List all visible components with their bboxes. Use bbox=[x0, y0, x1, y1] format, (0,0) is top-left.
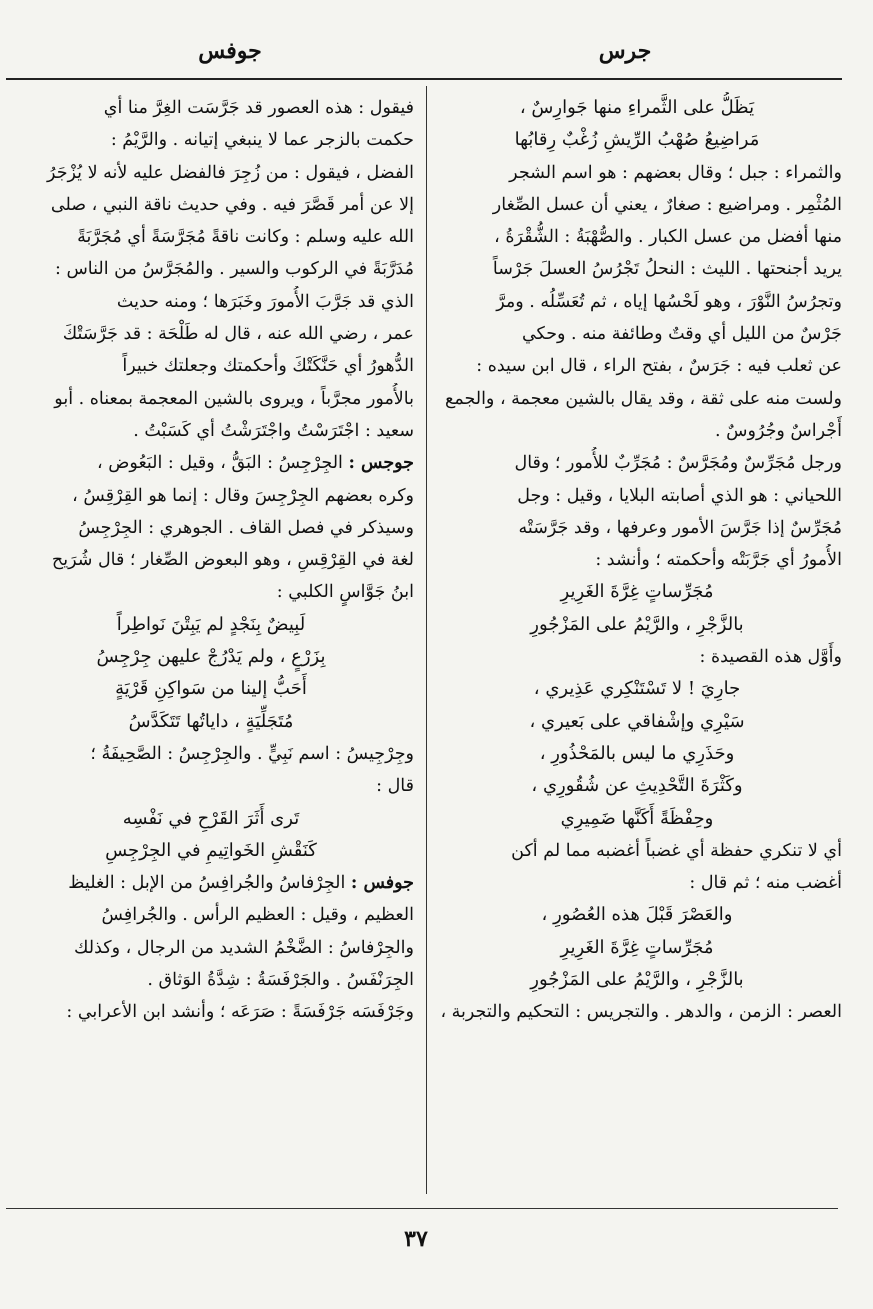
verse-line: أَحَبُّ إلينا من سَواكِنِ قَرْيَةٍ bbox=[115, 678, 307, 700]
header-rule bbox=[6, 78, 842, 80]
text-line: عن ثعلب فيه : جَرَسٌ ، بفتح الراء ، قال ابن سيده : bbox=[476, 356, 842, 377]
text-line: الفضل ، فيقول : من زُجِرَ فالفضل عليه لأنه لا يُزْجَرُ bbox=[47, 162, 414, 183]
text-line: الله عليه وسلم : وكانت ناقةً مُجَرَّسَةً أي مُجَرَّبَةً bbox=[77, 227, 414, 248]
footer-rule bbox=[6, 1208, 838, 1209]
text-line: اللحياني : هو الذي أصابته البلايا ، وقيل : وجل bbox=[517, 485, 842, 506]
running-head-right: جرس bbox=[598, 38, 652, 64]
text-line: وكره بعضهم الجِرْجِسَ وقال : إنما هو القِرْقِسُ ، bbox=[72, 485, 414, 506]
text-line: الدُّهورُ أي حَنَّكَتْكَ وأحكمتك وجعلتك خبيراً bbox=[122, 356, 414, 377]
verse-line: مُجَرِّساتٍ غِرَّةَ الغَرِيرِ bbox=[560, 581, 714, 603]
verse-line: بالزَّجْرِ ، والرَّيْمُ على المَزْجُورِ bbox=[530, 613, 744, 635]
entry-text: الجِرْجِسُ : البَقُّ ، وقيل : البَعُوض ، bbox=[97, 453, 349, 474]
text-line: عمر ، رضي الله عنه ، قال له طَلْحَة : قد جَرَّسَتْكَ bbox=[62, 324, 414, 345]
text-line: حكمت بالزجر عما لا ينبغي إتيانه . والرَّيْمُ : bbox=[110, 130, 414, 151]
text-line: سعيد : اجْتَرَسْتُ واجْتَرَشْتُ أي كَسَبْتُ . bbox=[133, 420, 414, 441]
entry-text: الجِرْفاسُ والجُرافِسُ من الإبل : الغليظ bbox=[68, 873, 351, 894]
text-line: وتجرُسُ النَّوْرَ ، وهو لَحْسُها إياه ، ثم تُعَسِّلُه . ومرَّ bbox=[496, 291, 842, 312]
text-line: والجِرْفاسُ : الضَّخْمُ الشديد من الرجال ، وكذلك bbox=[74, 937, 414, 958]
text-line: وسيذكر في فصل القاف . الجوهري : الجِرْجِسُ bbox=[78, 517, 414, 538]
text-line: الذي قد جَرَّبَ الأُمورَ وخَبَرَها ؛ ومنه حديث bbox=[116, 291, 414, 312]
page-header bbox=[0, 38, 873, 78]
verse-line: مَراضِيعُ صُهْبُ الرِّيشِ زُغْبٌ رِقابُها bbox=[514, 129, 760, 151]
verse-line: بالزَّجْرِ ، والرَّيْمُ على المَزْجُورِ bbox=[530, 969, 744, 991]
text-line: مُجَرِّسٌ إذا جَرَّسَ الأمور وعرفها ، وقد جَرَّسَتْه bbox=[518, 517, 842, 538]
verse-line: وحِفْظَةً أَكَنَّها ضَمِيرِي bbox=[560, 807, 714, 829]
verse-line: والعَصْرَ قَبْلَ هذه العُصُورِ ، bbox=[541, 904, 733, 926]
text-line: منها أفضل من عسل الكبار . والصُّهْبَةُ : الشُّقْرَةُ ، bbox=[494, 227, 842, 248]
text-line: أي لا تنكري حفظة أي غضباً أغضبه مما لم أكن bbox=[511, 840, 842, 861]
running-head-left: جوفس bbox=[198, 38, 262, 64]
text-line: العظيم ، وقيل : العظيم الرأس . والجُرافِسُ bbox=[101, 905, 414, 926]
verse-line: لَبِيضٌ بِنَجْدٍ لم يَبِتْنَ نَواطِراً bbox=[116, 613, 306, 635]
text-line: الأُمورُ أي جَرَّبَتْه وأحكمته ؛ وأنشد : bbox=[595, 550, 842, 571]
verse-line: مُتَجَلِّيَةٍ ، داياتُها تَتَكَدَّسُ bbox=[128, 710, 294, 732]
left-column bbox=[8, 92, 414, 1202]
page-number: ٣٧ bbox=[404, 1226, 428, 1252]
verse-line: تَرى أَثَرَ القَرْحِ في نَفْسِه bbox=[122, 807, 300, 829]
right-column bbox=[432, 92, 842, 1202]
text-line: ورجل مُجَرِّسٌ ومُجَرَّسٌ : مُجَرِّبٌ للأُمور ؛ وقال bbox=[514, 453, 842, 474]
text-line: لغة في القِرْقِسِ ، وهو البعوض الصِّغار ؛ قال شُرَيح bbox=[51, 550, 414, 571]
text-line: يريد أجنحتها . الليث : النحلُ تَجْرُسُ العسلَ جَرْساً bbox=[492, 259, 842, 280]
text-line: العصر : الزمن ، والدهر . والتجريس : التحكيم والتجربة ، bbox=[440, 1002, 842, 1023]
text-line: الجِرَنْفَسُ . والجَرْفَسَةُ : شِدَّةُ الوَثاق . bbox=[147, 970, 414, 991]
text-line: فيقول : هذه العصور قد جَرَّسَت الغِرَّ منا أي bbox=[103, 98, 414, 118]
verse-line: سَيْرِي وإشْفاقي على بَعيري ، bbox=[529, 710, 745, 732]
text-line: جَرْسٌ من الليل أي وقتٌ وطائفة منه . وحكي bbox=[521, 324, 842, 345]
text-line: وجَرْفَسَه جَرْفَسَةً : صَرَعَه ؛ وأنشد ابن الأعرابي : bbox=[66, 1002, 414, 1023]
text-line: أغضب منه ؛ ثم قال : bbox=[689, 873, 842, 894]
verse-line: يَظَلُّ على الثَّمراءِ منها جَوارِسٌ ، bbox=[519, 97, 755, 118]
column-divider bbox=[426, 86, 427, 1194]
text-line: مُدَرَّبَةً في الركوب والسير . والمُجَرَّسُ من الناس : bbox=[54, 259, 414, 280]
verse-line: وكَثْرَةَ التَّحْدِيثِ عن شُقُورِي ، bbox=[531, 775, 743, 797]
text-line: أَجْراسٌ وجُرُوسٌ . bbox=[715, 420, 842, 441]
text-line: وأَوَّل هذه القصيدة : bbox=[699, 647, 842, 668]
text-line: ولست منه على ثقة ، وقد يقال بالشين معجمة ، والجمع bbox=[445, 388, 842, 409]
verse-line: جارِيَ ! لا تَسْتَنْكِري عَذِيري ، bbox=[533, 678, 741, 700]
entry-line bbox=[8, 447, 414, 479]
entry-headword: جوجس : bbox=[348, 453, 414, 474]
verse-line: مُجَرِّساتٍ غِرَّةَ الغَرِيرِ bbox=[560, 936, 714, 958]
verse-line: بِزَرْعٍ ، ولم يَدْرُجْ عليهن جِرْجِسُ bbox=[96, 646, 326, 668]
verse-line: وحَذَرِي ما ليس بالمَحْذُورِ ، bbox=[539, 742, 735, 764]
text-line: ابنُ جَوَّاسٍ الكلبي : bbox=[276, 582, 414, 603]
text-line: والثمراء : جبل ؛ وقال بعضهم : هو اسم الشجر bbox=[509, 162, 842, 183]
text-line: المُثْمِر . ومراضيع : صغارٌ ، يعني أن عسل الصِّغار bbox=[492, 194, 842, 215]
text-line: وجِرْجِيسُ : اسم نَبِيٍّ . والجِرْجِسُ : الصَّحِيفَةُ ؛ bbox=[90, 743, 414, 764]
entry-line bbox=[8, 867, 414, 899]
text-line: بالأُمور مجرَّباً ، ويروى بالشين المعجمة بمعناه . أبو bbox=[54, 388, 414, 409]
text-line: قال : bbox=[376, 776, 414, 797]
text-line: إلا عن أمر قَصَّرَ فيه . وفي حديث ناقة النبي ، صلى bbox=[50, 194, 414, 215]
verse-line: كَنَقْشِ الخَواتِيمِ في الجِرْجِسِ bbox=[105, 839, 317, 861]
entry-headword: جوفس : bbox=[350, 873, 414, 894]
